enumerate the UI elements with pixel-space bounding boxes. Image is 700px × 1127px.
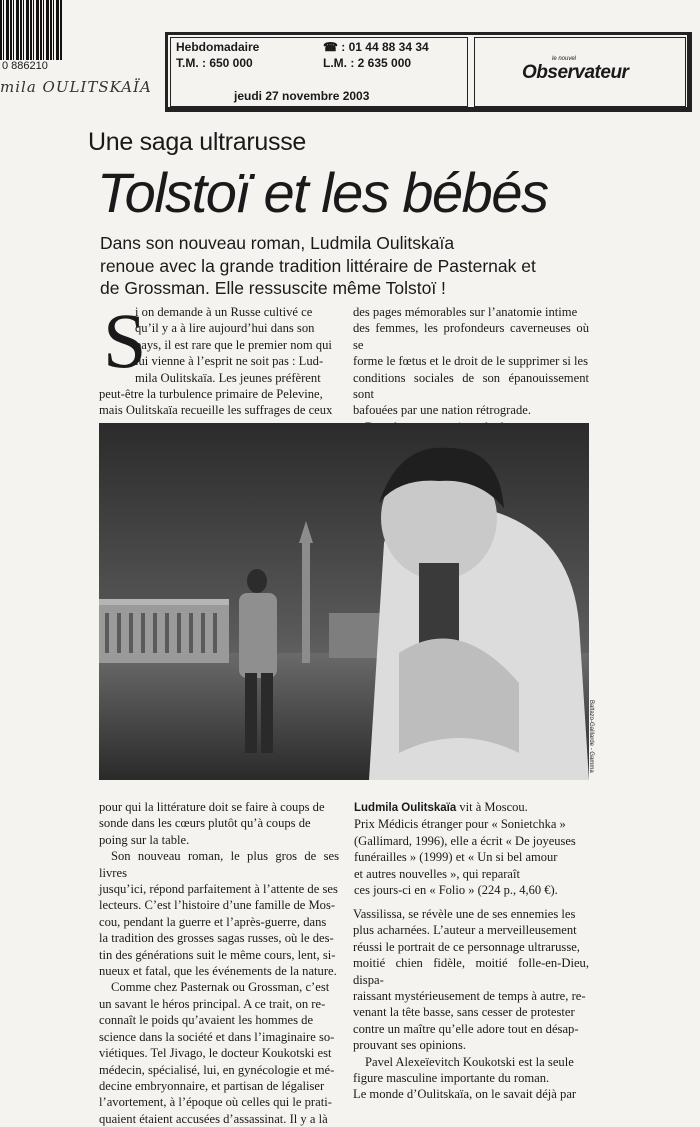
text-line: Le monde d’Oulitskaïa, on le savait déjà par (353, 1087, 577, 1102)
text-line: mila Oulitskaïa. Les jeunes préfèrent (135, 370, 321, 385)
caption-name: Ludmila Oulitskaïa (354, 802, 457, 814)
caption-line: ces jours-ci en « Folio » (224 p., 4,60 €). (354, 883, 558, 898)
phone-number: ☎ : 01 44 88 34 34 (323, 40, 429, 54)
text-line: un savant le héros principal. A ce trait, on re- (99, 996, 326, 1011)
caption-line: funérailles » (1999) et « Un si bel amour (354, 850, 558, 865)
text-line: lui vienne à l’esprit ne soit pas : Lud- (135, 354, 324, 369)
text-line: bafouées par une nation rétrograde. (353, 403, 531, 418)
text-line: i on demande à un Russe cultivé ce (135, 305, 313, 319)
column-1-bottom (99, 799, 339, 1127)
text-line: contre un maître qu’elle adore tout en désap- (353, 1021, 579, 1036)
text-line: tin des générations suit le même cours, lent, si- (99, 947, 336, 962)
text-line: viétiques. Tel Jivago, le docteur Koukotski est (99, 1046, 332, 1061)
barcode (0, 0, 62, 60)
text-line: des pages mémorables sur l’anatomie intime (353, 305, 578, 319)
text-line: forme le fœtus et le droit de le supprimer si les (353, 354, 589, 369)
column-2-bottom (353, 906, 589, 1103)
caption-line: Prix Médicis étranger pour « Sonietchka » (354, 817, 566, 832)
lead-line: Dans son nouveau roman, Ludmila Oulitskaïa (100, 233, 455, 253)
photo-credit: Baltazo-Gaillarde - Gamma (588, 700, 594, 773)
text-line: nueux et fatal, que les événements de la nature. (99, 964, 337, 979)
article-kicker: Une saga ultrarusse (88, 128, 307, 156)
readership-lm: L.M. : 2 635 000 (323, 56, 412, 70)
text-line: raissant mystérieusement de temps à autre, re- (353, 989, 586, 1004)
article-lead (100, 232, 600, 300)
text-line: Vassilissa, se révèle une de ses ennemies les (353, 907, 576, 921)
text-line: science dans la société et dans l’imaginaire so- (99, 1029, 335, 1044)
logo-prefix: le nouvel (552, 56, 577, 62)
lead-line: de Grossman. Elle ressuscite même Tolstoï ! (100, 278, 446, 298)
handwritten-note: mila OULITSKAÏA (0, 78, 152, 96)
frequency-label: Hebdomadaire (176, 40, 260, 54)
text-line: la tradition des grosses sagas russes, où le des- (99, 931, 334, 946)
text-line: jusqu’ici, répond parfaitement à l’attente de ses (99, 882, 338, 897)
text-line: venant la tête basse, sans cesser de protester (353, 1005, 575, 1020)
text-line: pays, il est rare que le premier nom qui (135, 337, 332, 352)
text-line: peut-être la turbulence primaire de Pelevine, (99, 387, 323, 402)
text-line: Son nouveau roman, le plus gros de ses livres (99, 849, 339, 880)
barcode-number: 0 886210 (2, 60, 48, 72)
text-line: prouvant ses opinions. (353, 1038, 466, 1053)
text-line: conditions sociales de son épanouissement sont (353, 370, 589, 402)
photo-caption (354, 799, 576, 898)
text-line: mais Oulitskaïa recueille les suffrages de ceux (99, 403, 333, 418)
text-line: plus acharnées. L’auteur a merveilleusement (353, 923, 577, 938)
caption-line: (Gallimard, 1996), elle a écrit « De joyeuses (354, 833, 576, 848)
text-line: connaît le poids qu’avaient les hommes de (99, 1013, 314, 1028)
text-line: qu’il y a à lire aujourd’hui dans son (135, 321, 315, 336)
text-line: cou, pendant la guerre et l’après-guerre, dans (99, 914, 327, 929)
caption-line: et autres nouvelles », qui reparaît (354, 866, 520, 881)
column-1-top (99, 297, 339, 419)
text-line: médecin, spécialisé, lui, en gynécologie et mé- (99, 1062, 335, 1077)
drop-cap: S (103, 297, 147, 384)
photo-illustration (99, 423, 589, 780)
text-line: pour qui la littérature doit se faire à coups de (99, 800, 325, 814)
lead-line: renoue avec la grande tradition littéraire de Pasternak et (100, 255, 536, 276)
issue-date: jeudi 27 novembre 2003 (234, 89, 370, 103)
text-line: sonde dans les cœurs plutôt qu’à coups de (99, 816, 311, 831)
text-line: des femmes, les profondeurs caverneuses où se (353, 321, 589, 352)
text-line: lecteurs. C’est l’histoire d’une famille de Mos- (99, 898, 336, 913)
text-line: poing sur la table. (99, 832, 190, 847)
caption-line: vit à Moscou. (456, 800, 528, 814)
text-line: Comme chez Pasternak ou Grossman, c’est (111, 980, 330, 995)
text-line: decine embryonnaire, et partisan de légaliser (99, 1078, 325, 1093)
text-line: figure masculine importante du roman. (353, 1071, 550, 1086)
publication-logo: Observateur (522, 62, 629, 83)
text-line: quaient étaient accusées d’assassinat. Il y a là (99, 1111, 328, 1126)
text-line: réussi le portrait de ce personnage ultrarusse, (353, 939, 580, 954)
author-photo (99, 423, 589, 780)
text-line: moitié chien fidèle, moitié folle-en-Dieu, dispa- (353, 956, 589, 987)
text-line: Pavel Alexeïevitch Koukotski est la seule (365, 1054, 574, 1069)
article-title: Tolstoï et les bébés (97, 161, 548, 224)
circulation-tm: T.M. : 650 000 (176, 56, 253, 70)
text-line: l’avortement, à l’époque où celles qui le prati- (99, 1095, 332, 1110)
